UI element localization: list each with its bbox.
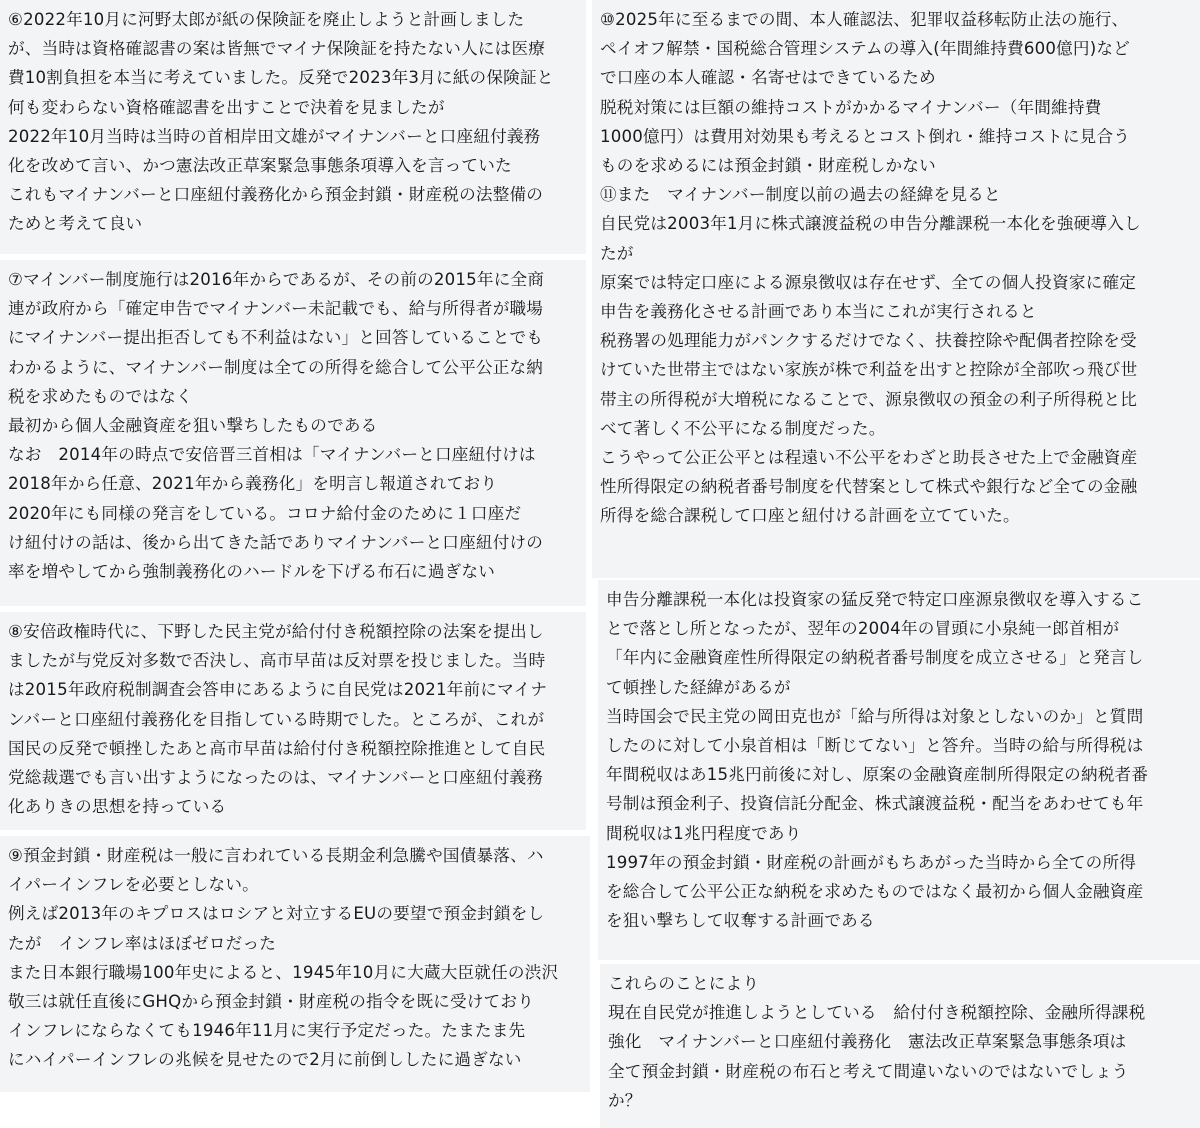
text-line: ⑩2025年に至るまでの間、本人確認法、犯罪収益移転防止法の施行、 xyxy=(600,10,1129,29)
text-line: 強化 マイナンバーと口座紐付義務化 憲法改正草案緊急事態条項は xyxy=(608,1032,1127,1052)
text-line: 申告分離課税一本化は投資家の猛反発で特定口座源泉徴収を導入するこ xyxy=(606,590,1144,609)
text-line: か？ xyxy=(608,1090,642,1110)
text-line: が、当時は資格確認書の案は皆無でマイナ保険証を持たない人には医療 xyxy=(8,39,546,59)
text-line: 化ありきの思想を持っている xyxy=(8,797,227,817)
text-line: けていた世帯主ではない家族が株で利益を出すと控除が全部吹っ飛び世 xyxy=(600,360,1138,380)
paragraph-8 xyxy=(0,612,586,830)
text-line: て頓挫した経緯があるが xyxy=(606,677,791,697)
text-line: 2022年10月当時は当時の首相岸田文雄がマイナンバーと口座紐付義務 xyxy=(8,126,541,146)
text-line: で口座の本人確認・名寄せはできているため xyxy=(600,68,936,88)
text-line: 号制は預金利子、投資信託分配金、株式譲渡益税・配当をあわせても年 xyxy=(606,794,1144,814)
text-line: ⑪また マイナンバー制度以前の過去の経緯を見ると xyxy=(600,185,1001,205)
text-line: 所得を総合課税して口座と紐付ける計画を立てていた。 xyxy=(600,506,1020,526)
text-line: 1000億円）は費用対効果も考えるとコスト倒れ・維持コストに見合う xyxy=(600,126,1131,146)
text-line: 原案では特定口座による源泉徴収は存在せず、全ての個人投資家に確定 xyxy=(600,272,1137,292)
text-line: 1997年の預金封鎖・財産税の計画がもちあがった当時から全ての所得 xyxy=(606,852,1137,872)
text-line: 帯主の所得税が大増税になることで、源泉徴収の預金の利子所得税と比 xyxy=(600,389,1138,409)
paragraph-6 xyxy=(0,0,586,254)
text-line: 税務署の処理能力がパンクするだけでなく、扶養控除や配偶者控除を受 xyxy=(600,331,1137,351)
text-line: 最初から個人金融資産を狙い撃ちしたものである xyxy=(8,416,378,436)
text-line: ⑧安倍政権時代に、下野した民主党が給付付き税額控除の法案を提出し xyxy=(8,622,544,641)
text-line: 税を求めたものではなく xyxy=(8,386,193,406)
text-line: 費10割負担を本当に考えていました。反発で2023年3月に紙の保険証と xyxy=(8,68,554,88)
text-line: にマイナンバー提出拒否しても不利益はない」と回答していることでも xyxy=(8,328,544,348)
text-line: 全て預金封鎖・財産税の布石と考えて間違いないのではないでしょう xyxy=(608,1061,1129,1081)
text-line: べて著しく不公平になる制度だった。 xyxy=(600,418,886,438)
paragraph-10-11 xyxy=(592,0,1200,578)
text-line: ものを求めるには預金封鎖・財産税しかない xyxy=(600,156,936,176)
text-line: 党総裁選でも言い出すようになったのは、マイナンバーと口座紐付義務 xyxy=(8,768,544,788)
text-line: ペイオフ解禁・国税総合管理システムの導入(年間維持費600億円)など xyxy=(600,39,1130,59)
text-line: これもマイナンバーと口座紐付義務化から預金封鎖・財産税の法整備の xyxy=(8,185,544,205)
text-line: ンバーと口座紐付義務化を目指している時期でした。ところが、これが xyxy=(8,709,545,729)
paragraph-11-continued xyxy=(598,580,1200,960)
text-line: 年間税収はあ15兆円前後に対し、原案の金融資産制所得限定の納税者番 xyxy=(606,765,1149,785)
text-line: したのに対して小泉首相は「断じてない」と答弁。当時の給与所得税は xyxy=(606,736,1144,756)
text-line: を狙い撃ちして収奪する計画である xyxy=(606,911,875,931)
text-line: わかるように、マイナンバー制度は全ての所得を総合して公平公正な納 xyxy=(8,357,544,377)
text-line: 敬三は就任直後にGHQから預金封鎖・財産税の指令を既に受けており xyxy=(8,992,535,1012)
text-line: 例えば2013年のキプロスはロシアと対立するEUの要望で預金封鎖をし xyxy=(8,904,545,924)
text-line: イパーインフレを必要としない。 xyxy=(8,875,259,895)
conclusion-paragraph xyxy=(600,964,1200,1128)
text-line: これらのことにより xyxy=(608,974,760,993)
text-line: 現在自民党が推進しようとしている 給付付き税額控除、金融所得課税 xyxy=(608,1003,1146,1023)
text-line: 脱税対策には巨額の維持コストがかかるマイナンバー（年間維持費 xyxy=(600,97,1102,117)
text-line: インフレにならなくても1946年11月に実行予定だった。たまたま先 xyxy=(8,1021,526,1041)
text-line: 化を改めて言い、かつ憲法改正草案緊急事態条項導入を言っていた xyxy=(8,156,512,176)
text-line: は2015年政府税制調査会答申にあるように自民党は2021年前にマイナ xyxy=(8,680,548,700)
text-line: 2020年にも同様の発言をしている。コロナ給付金のために１口座だ xyxy=(8,503,522,523)
text-line: 連が政府から「確定申告でマイナンバー未記載でも、給与所得者が職場 xyxy=(8,299,544,319)
text-line: なお 2014年の時点で安倍晋三首相は「マイナンバーと口座紐付けは xyxy=(8,445,536,465)
text-line: また日本銀行職場100年史によると、1945年10月に大蔵大臣就任の渋沢 xyxy=(8,962,559,982)
text-line: 間税収は1兆円程度であり xyxy=(606,823,802,843)
text-line: 性所得限定の納税者番号制度を代替案として株式や銀行など全ての金融 xyxy=(600,477,1138,497)
text-line: 何も変わらない資格確認書を出すことで決着を見ましたが xyxy=(8,97,445,117)
text-line: ましたが与党反対多数で否決し、高市早苗は反対票を投じました。当時 xyxy=(8,651,546,671)
text-line: とで落とし所となったが、翌年の2004年の冒頭に小泉純一郎首相が xyxy=(606,619,1120,639)
text-line: たが インフレ率はほぼゼロだった xyxy=(8,933,277,953)
text-line: 「年内に金融資産性所得限定の納税者番号制度を成立させる」と発言し xyxy=(606,648,1144,668)
text-line: ためと考えて良い xyxy=(8,214,143,234)
text-line: ⑨預金封鎖・財産税は一般に言われている長期金利急騰や国債暴落、ハ xyxy=(8,846,544,865)
text-line: 自民党は2003年1月に株式譲渡益税の申告分離課税一本化を強硬導入し xyxy=(600,214,1141,234)
paragraph-9 xyxy=(0,836,590,1092)
text-line: にハイパーインフレの兆候を見せたので2月に前倒ししたに過ぎない xyxy=(8,1050,522,1070)
paragraph-7 xyxy=(0,260,586,606)
text-line: 申告を義務化させる計画であり本当にこれが実行されると xyxy=(600,302,1037,322)
text-line: 2018年から任意、2021年から義務化」を明言し報道されており xyxy=(8,474,498,494)
text-line: たが xyxy=(600,243,634,263)
text-line: ⑥2022年10月に河野太郎が紙の保険証を廃止しようと計画しました xyxy=(8,10,525,29)
text-line: 国民の反発で頓挫したあと高市早苗は給付付き税額控除推進として自民 xyxy=(8,738,546,758)
text-line: 率を増やしてから強制義務化のハードルを下げる布石に過ぎない xyxy=(8,562,496,582)
text-line: け紐付けの話は、後から出てきた話でありマイナンバーと口座紐付けの xyxy=(8,532,544,552)
text-line: を総合して公平公正な納税を求めたものではなく最初から個人金融資産 xyxy=(606,882,1144,902)
text-line: こうやって公正公平とは程遠い不公平をわざと助長させた上で金融資産 xyxy=(600,448,1138,468)
text-line: ⑦マインバー制度施行は2016年からであるが、その前の2015年に全商 xyxy=(8,270,545,289)
text-line: 当時国会で民主党の岡田克也が「給与所得は対象としないのか」と質問 xyxy=(606,706,1144,726)
